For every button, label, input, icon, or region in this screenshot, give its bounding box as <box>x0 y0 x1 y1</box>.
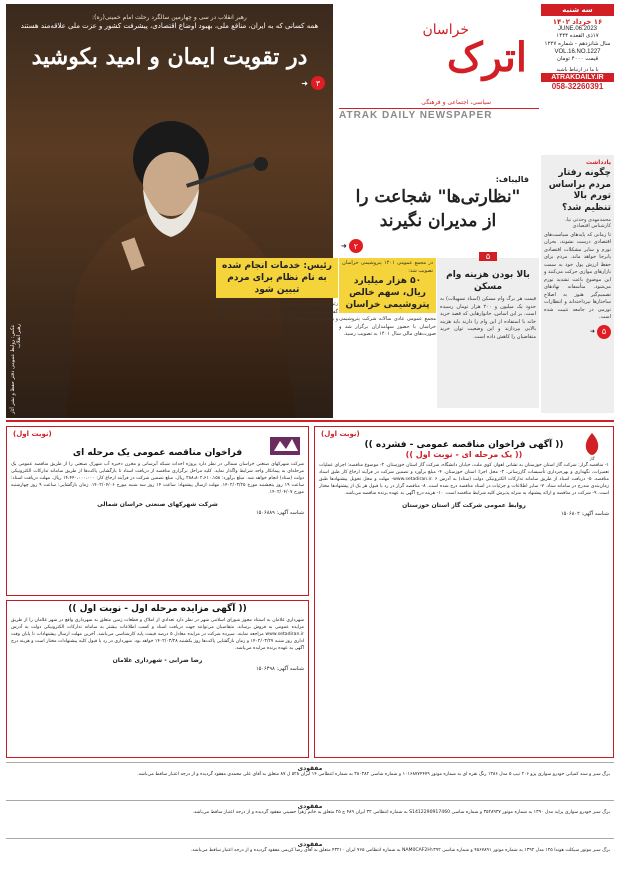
ad-auction-footer: رضا ضرابی - شهرداری غلامان <box>112 656 203 664</box>
article-housing-title[interactable]: بالا بودن هزینه وام مسکن <box>446 270 530 293</box>
ad-round-label: (نوبت اول) <box>321 430 360 438</box>
date-english: JUNE.06.2023 <box>557 26 598 32</box>
page-ref-badge: ۳ <box>311 76 325 90</box>
lead-headline-line1[interactable]: "نظارتی‌ها" شجاعت را <box>355 187 521 207</box>
ad-industrial-footer: شرکت شهرکهای صنعتی خراسان شمالی <box>97 500 218 508</box>
article-president-title[interactable]: رئیس: خدمات انجام شده به نام نظام برای مردم تبیین شود <box>222 261 332 296</box>
ad-auction-title: (( آگهی مزایده مرحله اول - نوبت اول )) <box>68 604 247 614</box>
page-ref-badge: ۵ <box>597 325 611 339</box>
article-number: ۵ <box>479 252 497 261</box>
hero-page-ref[interactable] <box>301 76 325 90</box>
lead-headline-line2[interactable]: از مدیران نگیرند <box>379 211 497 232</box>
side-column <box>541 155 614 413</box>
contact-box <box>541 67 614 91</box>
side-headline[interactable]: چگونه رفتار مردم براساس تورم بالا تنظیم شد؟ <box>548 168 611 214</box>
contact-label: با ما در ارتباط باشید <box>556 66 599 73</box>
masthead-rule <box>339 108 539 109</box>
lead-story <box>339 175 537 251</box>
day-name: سه شنبه <box>541 4 614 16</box>
ad-industrial-body: شرکت شهرکهای صنعتی خراسان شمالی در نظر دارد پروژه احداث شبکه آبرسانی و مخزن ذخیره آب شهرک صنعتی را از طریق مناقصه عمومی یک مرحله‌ای به پیمانکار واجد شرایط واگذار نماید. کلیه مراحل برگزاری مناقصه از دریافت اسناد تا بازگشایی پاکت‌ها از طریق سامانه تدارکات الکترونیکی دولت (ستاد) انجام خواهد شد. مبلغ برآورد: ۲۸۸،۸۰۲،۶۱۰،۱۵۸ ریال. مبلغ تضمین شرکت در فرآیند ارجاع کار: ۱۴،۴۴۰،۰۰۰،۰۰۰ ریال. مهلت دریافت اسناد: ساعت ۱۹ روز پنجشنبه مورخ ۱۴۰۲/۰۳/۲۵. مهلت ارسال پیشنهاد: ساعت ۱۴ روز سه شنبه مورخ ۱۴۰۲/۰۴/۰۶. زمان بازگشایی: ساعت ۹ روز چهارشنبه مورخ ۱۴۰۲/۰۴/۰۷. <box>11 462 304 496</box>
lost-notice-label: مفقودی <box>297 765 323 772</box>
lost-notice-text: برگ سبز خودرو سواری پراید مدل ۱۳۹۰ به شماره موتور ۳۵۲۸۹۳۷ و شماره شاسی S1412290917460 به شماره انتظامی ۳۲ ایران ۴۸۹ ج ۲۵ متعلق به خانم زهرا حسینی مفقود گردیده و از درجه اعتبار ساقط می‌باشد. <box>192 810 610 815</box>
lost-notice-label: مفقودی <box>297 841 323 848</box>
ad-gas-code: شناسه آگهی: ۱۵۰۶۸۰۲ <box>560 510 609 517</box>
industrial-towns-logo <box>266 431 304 461</box>
hero-preline: رهبر انقلاب در سی و چهارمین سالگرد رحلت امام خمینی(ره): <box>92 14 247 21</box>
gas-company-logo <box>575 431 609 461</box>
phone-number[interactable]: 058-32260391 <box>551 81 604 91</box>
date-persian: ۱۶ خرداد ۱۴۰۲ <box>552 18 603 26</box>
arrow-icon: ➜ <box>589 328 595 336</box>
website-link[interactable]: ATRAKDAILY.IR <box>541 73 614 82</box>
svg-text:گاز: گاز <box>589 456 595 461</box>
side-page-ref[interactable] <box>544 325 611 339</box>
price: قیمت ۴۰۰۰ تومان <box>556 55 599 62</box>
tender-ad-gas <box>314 426 614 758</box>
newspaper-logo[interactable]: اترک <box>446 34 527 81</box>
lead-kicker: قالیباف: <box>495 175 529 184</box>
english-name: ATRAK DAILY NEWSPAPER <box>339 110 493 121</box>
article-president <box>216 258 338 408</box>
ad-gas-title: (( آگهی فراخوان مناقصه عمومی - فشرده )) <box>364 440 564 450</box>
lost-notice <box>6 762 614 781</box>
ad-gas-body: ۱- مناقصه گزار: شرکت گاز استان خوزستان به نشانی اهواز، کوی ملت، خیابان دانشگاه، شرکت گاز استان خوزستان. ۲- موضوع مناقصه: اجرای عملیات تعمیرات، نگهداری و بهره‌برداری تأسیسات گازرسانی. ۳- محل اجرا: استان خوزستان. ۴- مبلغ برآورد و تضمین شرکت در فرآیند ارجاع کار طبق اسناد مناقصه. ۵- دریافت اسناد از طریق سامانه تدارکات الکترونیکی دولت (ستاد) به آدرس www.setadiran.ir. ۶- مهلت و محل تحویل پیشنهادها طبق زمان‌بندی مندرج در سامانه ستاد. ۷- سایر اطلاعات و جزئیات در اسناد مناقصه درج شده است. ۸- مناقصه گزار در رد یا قبول هر یک از پیشنهادها مختار است. ۹- شرکت در مناقصه و ارائه پیشنهاد به منزله پذیرش کلیه شرایط مناقصه است. ۱۰- هزینه درج آگهی به عهده برنده مناقصه می‌باشد. <box>319 463 610 497</box>
side-author: محمدمهدی وحدتی نیا، کارشناس اقتصادی <box>565 216 611 229</box>
arrow-icon: ➜ <box>301 78 308 88</box>
article-president-header <box>216 258 338 298</box>
lead-page-ref[interactable] <box>341 239 363 253</box>
article-khorasan-title[interactable]: ۵۰ هزار میلیارد ریال، سهم خالص پتروشیمی خراسان <box>345 276 430 311</box>
ad-gas-subtitle: (( یک مرحله ای - نوبت اول )) <box>405 450 523 459</box>
article-president-body: رئیس جمهور در نشست تبیین خدمات و اقدامات دولت گفت: مردم باید از آنچه در این مدت انجام شده آگاه شوند و رسانه‌ها نقش مهمی در این زمینه دارند. <box>216 301 338 323</box>
masthead <box>339 4 539 174</box>
article-housing-body: قیمت هر برگ وام مسکن (اسناد تسهیلات) به حدود یک میلیون و ۲۰۰ هزار تومان رسیده است. بر این اساس، خانوارهایی که قصد خرید خانه با استفاده از این وام را دارند باید هزینه بالایی بپردازند و این وضعیت توان خرید متقاضیان را کاهش داده است. <box>440 296 536 340</box>
lost-notice-text: برگ سبز موتور سیکلت هوندا ۱۲۵ مدل ۱۳۹۲ به شماره موتور ۴۵۶۷۸۹۱ و شماره شاسی NAM0CAF2H۱۳۹۲ به شماره انتظامی ۷۶۵ ایران ۴۳۲۱۰ متعلق به آقای رضا کریمی مفقود گردیده و از درجه اعتبار ساقط می‌باشد. <box>190 848 610 853</box>
page-ref-badge: ۲ <box>349 239 363 253</box>
logo-subtext: خراسان <box>422 22 469 38</box>
article-column <box>339 258 436 408</box>
hero-headline[interactable]: در تقویت ایمان و امید بکوشید <box>31 44 308 70</box>
lost-notice <box>6 800 614 819</box>
issue-info <box>541 4 614 108</box>
article-housing <box>437 252 539 408</box>
ad-auction-body: شهرداری غلامان به استناد مجوز شورای اسلامی شهر در نظر دارد تعدادی از املاک و قطعات زمین متعلق به شهرداری واقع در شهر غلامان را از طریق مزایده عمومی به فروش برساند. متقاضیان می‌توانند جهت دریافت اسناد و کسب اطلاعات بیشتر به سامانه تدارکات الکترونیکی دولت به آدرس www.setadiran.ir مراجعه نمایند. سپرده شرکت در مزایده معادل ۵ درصد قیمت پایه کارشناسی می‌باشد. آخرین مهلت ارسال پیشنهادات تا پایان وقت اداری روز شنبه ۱۴۰۲/۰۳/۲۷ و زمان بازگشایی پاکت‌ها روز یکشنبه ۱۴۰۲/۰۳/۲۸ خواهد بود. شهرداری در رد یا قبول کلیه پیشنهادات مختار است و هزینه درج آگهی به عهده برنده مزایده می‌باشد. <box>11 618 304 652</box>
hero-subline: همه کسانی که به ایران، منافع ملی، بهبود اوضاع اقتصادی، پیشرفت کشور و عزت ملی علاقه‌مند هستند <box>20 22 319 31</box>
photo-caption: عکس: روابط عمومی دفتر حفظ و نشر آثار رهبر انقلاب <box>10 324 22 414</box>
lost-notice-text: برگ سبز و سند کمپانی خودرو سواری پژو ۲۰۶ تیپ ۵ مدل ۱۳۸۶ رنگ نقره ای به شماره موتور ۱۰۱۶۸۷۷۴۴۷۹ و شماره شاسی ۳۸۰۳۸۲ به شماره انتظامی ۱۴ ایران ۵۲۸ ل ۸۷ متعلق به آقای علی محمدی مفقود گردیده و از درجه اعتبار ساقط می‌باشد. <box>137 772 610 777</box>
side-kicker: یادداشت <box>586 159 611 166</box>
hero-subtitle <box>16 14 323 32</box>
article-khorasan <box>339 258 436 313</box>
volume-number: VOL.16.NO.1227 <box>554 48 601 55</box>
ad-gas-footer: روابط عمومی شرکت گاز استان خوزستان <box>402 501 526 509</box>
lost-notice-label: مفقودی <box>297 803 323 810</box>
article-khorasan-lead: در مجمع عمومی ۱۴۰۱ پتروشیمی خراسان تصویب شد: <box>342 260 433 274</box>
auction-ad <box>6 600 309 758</box>
ad-auction-code: شناسه آگهی: ۱۵۰۶۴۹۸ <box>255 665 304 672</box>
side-body: تا زمانی که پایه‌های سیاست‌های اقتصادی درست نشوند، بحران تورم و سایر مشکلات اقتصادی پابرجا خواهد ماند. مردم برای حفظ ارزش پول خود به سمت بازارهای موازی حرکت می‌کنند و این موضوع باعث تشدید تورم می‌شود. متأسفانه نهادهای تصمیم‌گیر هنوز به اصلاح ساختارها نپرداخته‌اند و انتظارات تورمی در جامعه تثبیت شده است. <box>544 231 611 321</box>
article-khorasan-body: مجمع عمومی عادی سالانه شرکت پتروشیمی خراسان با حضور سهامداران برگزار شد و صورت‌های مالی سال ۱۴۰۱ به تصویب رسید. <box>339 316 436 338</box>
ad-industrial-code: شناسه آگهی: ۱۵۰۶۸۸۹ <box>255 509 304 516</box>
tender-ad-industrial <box>6 426 309 596</box>
issue-number: سال شانزدهم - شماره ۱۲۲۷ <box>544 41 611 48</box>
lost-notice <box>6 838 614 857</box>
logo-tagline: سیاسی، اجتماعی و فرهنگی <box>421 99 491 106</box>
date-hijri: ۱۷ذی القعده ۱۴۴۴ <box>556 33 599 39</box>
ad-round-label: (نوبت اول) <box>13 430 52 438</box>
section-divider <box>6 420 614 422</box>
arrow-icon: ➜ <box>341 242 347 250</box>
ad-industrial-title: فراخوان مناقصه عمومی یک مرحله ای <box>72 448 243 458</box>
